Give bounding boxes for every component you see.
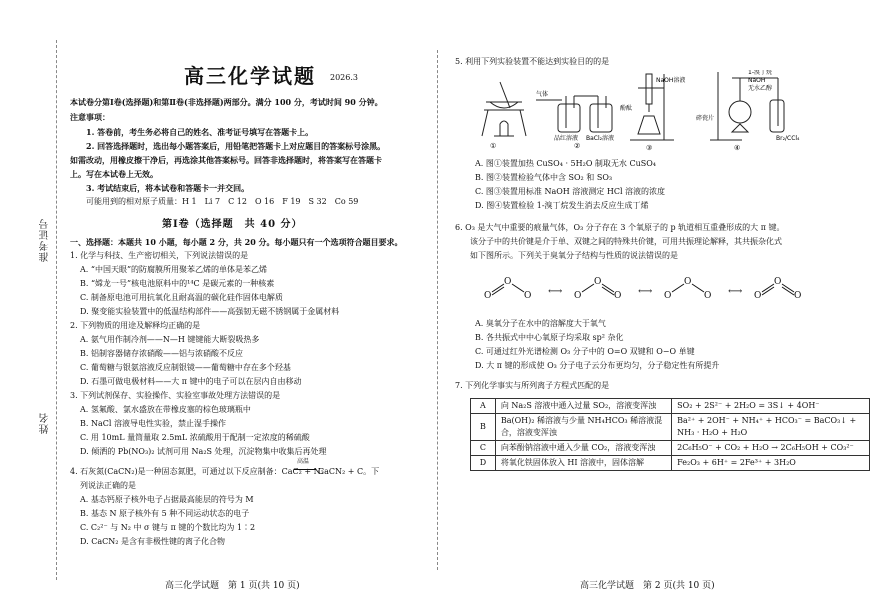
question-stem: 4. 石灰氮(CaCN₂)是一种固态氮肥，可通过以下反应制备：CaC₂ + N₂ <box>70 467 324 476</box>
intro-text: 本试卷分第Ⅰ卷(选择题)和第Ⅱ卷(非选择题)两部分。满分 100 分，考试时间 90 分钟。 <box>70 97 383 107</box>
table-cell: 向苯酚钠溶液中通入少量 CO₂，溶液变浑浊 <box>495 441 671 456</box>
option: B. “嫦龙一号”核电池原料中的¹⁴C 是碳元素的一种核素 <box>80 279 275 288</box>
section-title: 第Ⅰ卷（选择题 共 40 分） <box>162 219 303 230</box>
reaction-condition: 高温 <box>297 458 310 465</box>
note-line: 如需改动，用橡皮擦干净后，再选涂其他答案标号。回答非选择题时，将答案写在答题卡 <box>70 155 382 165</box>
exam-number-label: 准考证号 <box>40 218 51 262</box>
question-stem: 3. 下列试剂保存、实验操作、实验室事故处理方法错误的是 <box>70 391 281 400</box>
part-instructions: 一、选择题：本题共 10 小题，每小题 2 分，共 20 分。每小题只有一个选项符合题目要求。 <box>70 237 403 247</box>
question-stem: 列说法正确的是 <box>80 481 136 490</box>
option: D. 图④装置检验 1-溴丁烷发生消去反应生成丁烯 <box>475 201 649 210</box>
table-cell: D <box>471 456 496 471</box>
table-cell: 将氧化铁固体放入 HI 溶液中，固体溶解 <box>495 456 671 471</box>
table-cell: 2C₆H₅O⁻ + CO₂ + H₂O → 2C₆H₅OH + CO₃²⁻ <box>672 441 870 456</box>
table-cell: Fe₂O₃ + 6H⁺ = 2Fe³⁺ + 3H₂O <box>672 456 870 471</box>
option: A. 氨气用作制冷剂——N—H 键键能大断裂吸热多 <box>80 335 260 344</box>
atomic-mass-line: 可能用到的相对原子质量：H 1 Li 7 C 12 O 16 F 19 S 32 Co 59 <box>86 197 359 206</box>
apparatus-figures <box>470 70 810 152</box>
option: A. 臭氧分子在水中的溶解度大于氧气 <box>475 319 606 328</box>
table-row <box>471 414 870 441</box>
figure-number: ③ <box>646 144 653 152</box>
question-stem: 5. 利用下列实验装置不能达到实验目的的是 <box>455 57 610 66</box>
label-gas: 气体 <box>536 91 549 98</box>
oxygen-atom: O <box>794 291 802 301</box>
question-stem: 7. 下列化学事实与所列离子方程式匹配的是 <box>455 381 610 390</box>
option: B. 图②装置检验气体中含 SO₂ 和 SO₃ <box>475 173 613 182</box>
oxygen-atom: O <box>594 277 602 287</box>
option: B. 铝制容器储存浓硝酸——铝与浓硝酸不反应 <box>80 349 243 358</box>
option: A. 氢氟酸、氯水盛放在带橡皮塞的棕色玻璃瓶中 <box>80 405 251 414</box>
option: B. 基态 N 原子核外有 5 种不同运动状态的电子 <box>80 509 250 518</box>
table-cell: B <box>471 414 496 441</box>
oxygen-atom: O <box>504 277 512 287</box>
oxygen-atom: O <box>524 291 532 301</box>
oxygen-atom: O <box>684 277 692 287</box>
option: C. 制备原电池可用抗氧化且耐高温的碳化硅作固体电解质 <box>80 293 283 302</box>
oxygen-atom: O <box>704 291 712 301</box>
figure-number: ② <box>574 142 581 150</box>
option: B. NaCl 溶液导电性实验，禁止湿手操作 <box>80 419 226 428</box>
table-row <box>471 456 870 471</box>
option: D. 石墨可做电极材料——大 π 键中的电子可以在层内自由移动 <box>80 377 302 386</box>
resonance-arrow: ⟷ <box>548 286 563 297</box>
label-magenta: 品红溶液 <box>554 135 579 142</box>
option: D. CaCN₂ 是含有非极性键的离子化合物 <box>80 537 225 546</box>
table-cell: Ba(OH)₂ 稀溶液与少量 NH₄HCO₃ 稀溶液混合，溶液变浑浊 <box>495 414 671 441</box>
oxygen-atom: O <box>614 291 622 301</box>
question-stem: 1. 化学与科技、生产密切相关，下列说法错误的是 <box>70 251 249 260</box>
option: C. 图③装置用标准 NaOH 溶液测定 HCl 溶液的浓度 <box>475 187 666 196</box>
question-stem-tail: CaCN₂ + C。下 <box>318 467 380 476</box>
page-title: 高三化学试题 <box>184 64 316 88</box>
table-cell: Ba²⁺ + 2OH⁻ + NH₄⁺ + HCO₃⁻ = BaCO₃↓ + NH₃ · H₂O + H₂O <box>672 414 870 441</box>
ozone-resonance-structures <box>470 270 810 310</box>
resonance-arrow: ⟷ <box>638 286 653 297</box>
label-ethanol: 无水乙醇 <box>748 85 773 92</box>
option: C. 可通过红外光谱检测 O₃ 分子中的 O=O 双键和 O−O 单键 <box>475 347 695 356</box>
label-naoh-2: NaOH <box>748 77 766 84</box>
option: C. 用 10mL 量筒量取 2.5mL 浓硫酸用于配制一定浓度的稀硫酸 <box>80 433 310 442</box>
option: B. 各共振式中中心氧原子均采取 sp² 杂化 <box>475 333 624 342</box>
column-divider <box>437 50 438 570</box>
figure-number: ④ <box>734 144 741 152</box>
table-row <box>471 441 870 456</box>
oxygen-atom: O <box>574 291 582 301</box>
note-line: 上。写在本试卷上无效。 <box>70 169 158 179</box>
binding-line <box>56 40 57 580</box>
options-table <box>470 398 870 471</box>
table-cell: 向 Na₂S 溶液中通入过量 SO₂，溶液变浑浊 <box>495 399 671 414</box>
name-label: 姓名 <box>40 412 51 434</box>
note-line: 3. 考试结束后，将本试卷和答题卡一并交回。 <box>86 183 250 193</box>
table-cell: SO₂ + 2S²⁻ + 2H₂O = 3S↓ + 4OH⁻ <box>672 399 870 414</box>
figure-number: ① <box>490 142 497 150</box>
option: A. 基态钙原子核外电子占据最高能层的符号为 M <box>80 495 254 504</box>
oxygen-atom: O <box>664 291 672 301</box>
table-cell: A <box>471 399 496 414</box>
oxygen-atom: O <box>754 291 762 301</box>
option: A. “中国天眼”的防腐膜所用聚苯乙烯的单体是苯乙烯 <box>80 265 268 274</box>
label-bacl2: BaCl₂溶液 <box>586 135 615 142</box>
option: A. 图①装置加热 CuSO₄ · 5H₂O 制取无水 CuSO₄ <box>475 159 656 168</box>
option: D. 大 π 键的形成使 O₃ 分子电子云分布更均匀，分子稳定性有所提升 <box>475 361 720 370</box>
question-stem: 2. 下列物质的用途及解释均正确的是 <box>70 321 201 330</box>
resonance-arrow: ⟷ <box>728 286 743 297</box>
note-line: 1. 答卷前，考生务必将自己的姓名、准考证号填写在答题卡上。 <box>86 127 314 137</box>
note-line: 2. 回答选择题时，选出每小题答案后，用铅笔把答题卡上对应题目的答案标号涂黑。 <box>86 141 386 151</box>
option: C. 葡萄糖与银氨溶液反应制银镜——葡萄糖中存在多个羟基 <box>80 363 291 372</box>
oxygen-atom: O <box>774 277 782 287</box>
table-row <box>471 399 870 414</box>
table-cell: C <box>471 441 496 456</box>
question-stem: 如下图所示。下列关于臭氧分子结构与性质的说法错误的是 <box>470 251 678 260</box>
page-footer: 高三化学试题 第 2 页(共 10 页) <box>580 581 715 591</box>
notes-title: 注意事项： <box>70 112 110 122</box>
label-indicator: 酚酞 <box>620 105 633 112</box>
option: D. 聚变能实验装置中的低温结构部件——高强韧无磁不锈钢属于金属材料 <box>80 307 340 316</box>
label-bromobutane: 1-溴丁烷 <box>748 70 772 76</box>
reaction-arrow <box>294 469 316 470</box>
page-footer: 高三化学试题 第 1 页(共 10 页) <box>165 581 300 591</box>
question-stem: 该分子中的共价键是介于单、双键之间的特殊共价键，可用共振理论解释，其共振杂化式 <box>470 237 782 246</box>
option: D. 倾洒的 Pb(NO₃)₂ 试剂可用 Na₂S 处理，沉淀物集中收集后再处理 <box>80 447 327 456</box>
option: C. C₂²⁻ 与 N₂ 中 σ 键与 π 键的个数比均为 1∶2 <box>80 523 256 532</box>
label-naoh: NaOH溶液 <box>656 77 686 84</box>
label-br2-ccl4: Br₂/CCl₄ <box>776 135 800 142</box>
question-stem: 6. O₃ 是大气中重要的痕量气体，O₃ 分子存在 3 个氧原子的 p 轨道相互重叠形成的大 π 键。 <box>455 223 785 232</box>
exam-date: 2026.3 <box>330 73 358 82</box>
label-chips: 碎瓷片 <box>696 115 715 122</box>
oxygen-atom: O <box>484 291 492 301</box>
